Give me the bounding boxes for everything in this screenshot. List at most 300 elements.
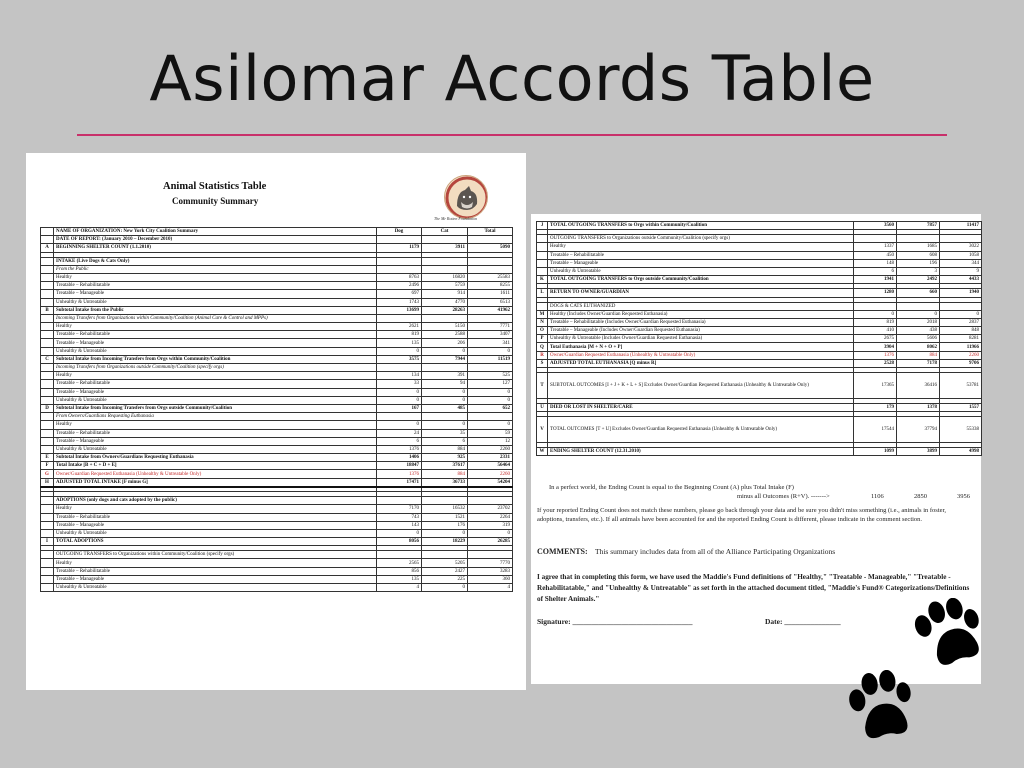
total-value: 59: [468, 429, 513, 437]
row-key: [41, 372, 54, 380]
dog-value: 1376: [377, 470, 422, 478]
cat-value: 1521: [422, 513, 468, 521]
table-row: [41, 244, 513, 252]
row-key: J: [537, 222, 548, 230]
row-key: Q: [537, 343, 548, 351]
slide-title: Asilomar Accords Table: [149, 42, 875, 115]
row-key: M: [537, 310, 548, 318]
total-value: 9: [940, 267, 982, 275]
table-row: [41, 347, 513, 355]
row-key: U: [537, 404, 548, 412]
doc-subtitle: Community Summary: [172, 196, 259, 206]
row-label: Incoming Transfers from Organizations within Community/Coalition (Animal Care & Control and MPPs): [54, 314, 377, 322]
dog-value: 1376: [377, 445, 422, 453]
row-key: [41, 429, 54, 437]
total-value: [940, 302, 982, 310]
animal-statistics-table-left: [40, 227, 513, 592]
row-label: Healthy: [54, 372, 377, 380]
cat-value: 206: [422, 339, 468, 347]
row-label: Unhealthy & Untreatable: [54, 584, 377, 592]
total-value: 341: [468, 339, 513, 347]
cat-value: 438: [897, 327, 940, 335]
row-label: Healthy (Includes Owner/Guardian Requested Euthanasia): [548, 310, 854, 318]
table-row: [41, 257, 513, 265]
cat-value: 884: [897, 351, 940, 359]
dog-value: 3560: [854, 222, 897, 230]
total-value: 26285: [468, 538, 513, 546]
dog-value: 6: [377, 437, 422, 445]
table-row: [537, 404, 982, 412]
cat-value: 36733: [422, 478, 468, 487]
dog-logo-icon: [444, 175, 488, 219]
dog-value: 1941: [854, 276, 897, 284]
cat-value: 485: [422, 404, 468, 412]
signature-line: Signature: ________________________________: [537, 617, 693, 626]
perfect-world-line1: In a perfect world, the Ending Count is equal to the Beginning Count (A) plus Total Intake (F): [549, 484, 794, 491]
cat-value: 0: [422, 396, 468, 404]
cat-value: 0: [897, 310, 940, 318]
row-label: Subtotal Intake from Incoming Transfers from Orgs within Community/Coalition: [54, 355, 377, 363]
comments-text: This summary includes data from all of the Alliance Participating Organizations: [595, 547, 836, 556]
table-row: [537, 335, 982, 343]
row-label: DATE OF REPORT: (January 2010 – December 2010): [54, 236, 377, 244]
table-row: [41, 437, 513, 445]
row-label: Treatable – Manageable: [54, 521, 377, 529]
row-key: [41, 323, 54, 331]
table-row: [537, 259, 982, 267]
table-row: [537, 417, 982, 443]
table-row: [41, 513, 513, 521]
perfect-world-line2: minus all Outcomes (R+V). ------->: [737, 493, 830, 500]
row-key: [41, 584, 54, 592]
cat-value: 2018: [897, 318, 940, 326]
row-label: Treatable – Manageable: [54, 290, 377, 298]
row-key: B: [41, 306, 54, 314]
table-row: [41, 497, 513, 505]
row-label: Incoming Transfers from Organizations outside Community/Coalition (specify orgs): [54, 364, 377, 372]
total-value: 2264: [468, 513, 513, 521]
dog-value: 8763: [377, 273, 422, 281]
row-label: BEGINNING SHELTER COUNT (1.1.2010): [54, 244, 377, 252]
dog-value: [377, 257, 422, 265]
row-key: R: [537, 351, 548, 359]
row-label: Total Intake [B + C + D + E]: [54, 462, 377, 470]
row-key: [537, 302, 548, 310]
dog-value: 0: [377, 396, 422, 404]
cat-value: 4770: [422, 298, 468, 306]
cat-value: 5150: [422, 323, 468, 331]
dog-value: 3904: [854, 343, 897, 351]
total-value: 53781: [940, 373, 982, 399]
row-label: Treatable – Rehabilitatable (Includes Owner/Guardian Requested Euthanasia): [548, 318, 854, 326]
row-label: Healthy: [54, 273, 377, 281]
table-row: [41, 380, 513, 388]
table-row: [41, 454, 513, 462]
ending-count-note: If your reported Ending Count does not match these numbers, please go back through your data and be sure you didn't miss something (i.e., animals in foster, adoptions, transfers, etc.). If all animals have been accounted for and the reported Ending Count is different, please indicate in the comment section.: [537, 507, 947, 523]
total-value: 41962: [468, 306, 513, 314]
total-value: [468, 413, 513, 421]
dog-value: 18847: [377, 462, 422, 470]
total-value: [468, 257, 513, 265]
total-value: 6513: [468, 298, 513, 306]
table-row: [41, 298, 513, 306]
total-value: 11966: [940, 343, 982, 351]
table-row: [41, 429, 513, 437]
row-label: Treatable – Manageable: [54, 339, 377, 347]
row-key: [41, 396, 54, 404]
row-key: [41, 575, 54, 583]
cat-value: 5606: [897, 335, 940, 343]
dog-value: 410: [854, 327, 897, 335]
paw-print-icon: [908, 598, 994, 676]
table-row: [41, 265, 513, 273]
row-key: K: [537, 276, 548, 284]
cat-value: 5205: [422, 559, 468, 567]
row-label: From the Public: [54, 265, 377, 273]
row-key: [41, 347, 54, 355]
row-label: Unhealthy & Untreatable: [54, 529, 377, 537]
row-label: Treatable – Rehabilitatable: [54, 567, 377, 575]
column-header-dog: Dog: [377, 228, 422, 236]
perfect-world-cat: 2850: [914, 493, 927, 500]
total-value: [468, 314, 513, 322]
dog-value: 1376: [854, 351, 897, 359]
cat-value: 94: [422, 380, 468, 388]
row-key: I: [41, 538, 54, 546]
dog-value: 0: [377, 421, 422, 429]
table-row: [41, 538, 513, 546]
row-key: [41, 445, 54, 453]
dog-value: 2528: [854, 359, 897, 367]
row-key: [537, 251, 548, 259]
table-row: [41, 413, 513, 421]
total-value: [468, 236, 513, 244]
row-label: TOTAL OUTGOING TRANSFERS to Orgs within Community/Coalition: [548, 222, 854, 230]
table-row: [537, 448, 982, 456]
row-key: [41, 314, 54, 322]
dog-value: 1743: [377, 298, 422, 306]
table-row: [537, 289, 982, 297]
row-key: P: [537, 335, 548, 343]
total-value: 8255: [468, 282, 513, 290]
row-label: ADJUSTED TOTAL INTAKE [F minus G]: [54, 478, 377, 487]
table-row: [41, 273, 513, 281]
table-row: [41, 462, 513, 470]
total-value: 23702: [468, 505, 513, 513]
row-key: N: [537, 318, 548, 326]
row-key: [41, 273, 54, 281]
dog-value: 179: [854, 404, 897, 412]
cat-value: 176: [422, 521, 468, 529]
cat-value: [422, 265, 468, 273]
total-value: 848: [940, 327, 982, 335]
total-value: [468, 551, 513, 559]
row-label: Unhealthy & Untreatable: [54, 347, 377, 355]
perfect-world-dog: 1106: [871, 493, 884, 500]
total-value: 7771: [468, 323, 513, 331]
row-label: ADOPTIONS (only dogs and cats adopted by the public): [54, 497, 377, 505]
total-value: 9706: [940, 359, 982, 367]
row-label: Owner/Guardian Requested Euthanasia (Unhealthy & Untreatable Only): [548, 351, 854, 359]
dog-value: [377, 265, 422, 273]
cat-value: [422, 364, 468, 372]
dog-value: 697: [377, 290, 422, 298]
row-key: W: [537, 448, 548, 456]
row-key: [41, 298, 54, 306]
dog-value: [377, 413, 422, 421]
table-row: [41, 470, 513, 478]
row-key: [41, 290, 54, 298]
dog-value: 2675: [854, 335, 897, 343]
dog-value: 0: [377, 529, 422, 537]
table-row: [41, 290, 513, 298]
logo-caption: The Mr Rotten Foundation: [434, 216, 477, 221]
row-label: Unhealthy & Untreatable: [54, 445, 377, 453]
column-header-total: Total: [468, 228, 513, 236]
row-label: Owner/Guardian Requested Euthanasia (Unhealthy & Untreatable Only): [54, 470, 377, 478]
table-row: [41, 396, 513, 404]
row-key: V: [537, 417, 548, 443]
row-key: [41, 505, 54, 513]
total-value: 0: [940, 310, 982, 318]
total-value: 3407: [468, 331, 513, 339]
total-value: 2331: [468, 454, 513, 462]
total-value: 4: [468, 584, 513, 592]
row-key: C: [41, 355, 54, 363]
row-label: TOTAL OUTGOING TRANSFERS to Orgs outside Community/Coalition: [548, 276, 854, 284]
row-key: [41, 282, 54, 290]
dog-value: 167: [377, 404, 422, 412]
row-key: [537, 243, 548, 251]
cat-value: 884: [422, 470, 468, 478]
total-value: [468, 497, 513, 505]
total-value: 1940: [940, 289, 982, 297]
table-row: [41, 505, 513, 513]
row-key: [41, 236, 54, 244]
cat-value: 660: [897, 289, 940, 297]
row-label: ENDING SHELTER COUNT (12.31.2010): [548, 448, 854, 456]
table-row: [41, 584, 513, 592]
total-value: 652: [468, 404, 513, 412]
dog-value: 0: [854, 310, 897, 318]
total-value: [468, 364, 513, 372]
row-label: Subtotal Intake from the Public: [54, 306, 377, 314]
cat-value: 7944: [422, 355, 468, 363]
cat-value: 1378: [897, 404, 940, 412]
row-label: TOTAL OUTCOMES [T + U] Excludes Owner/Guardian Requested Euthanasia (Unhealthy & Untreatable Only): [548, 417, 854, 443]
row-label: Treatable – Rehabilitatable: [54, 429, 377, 437]
row-label: Unhealthy & Untreatable (Includes Owner/Guardian Requested Euthanasia): [548, 335, 854, 343]
cat-value: 3899: [897, 448, 940, 456]
doc-title: Animal Statistics Table: [163, 181, 267, 192]
row-label: NAME OF ORGANIZATION: New York City Coalition Summary: [54, 228, 377, 236]
dog-value: 33: [377, 380, 422, 388]
total-value: 12: [468, 437, 513, 445]
row-key: G: [41, 470, 54, 478]
dog-value: 135: [377, 339, 422, 347]
row-label: Unhealthy & Untreatable: [548, 267, 854, 275]
dog-value: 17471: [377, 478, 422, 487]
agreement-statement: I agree that in completing this form, we have used the Maddie's Fund definitions of "Healthy," "Treatable - Manageable," "Treatable - Rehabilitatable," and "Unhealthy & Untreatable" as set forth in the attached document titled, "Maddie's Fund® Categorizations/Definitions of Shelter Animals.": [537, 573, 970, 603]
cat-value: 35: [422, 429, 468, 437]
row-key: [41, 413, 54, 421]
total-value: 3283: [468, 567, 513, 575]
cat-value: 0: [422, 347, 468, 355]
row-key: H: [41, 478, 54, 487]
row-label: Unhealthy & Untreatable: [54, 396, 377, 404]
table-row: [41, 559, 513, 567]
total-value: 8281: [940, 335, 982, 343]
left-document-page: [26, 153, 526, 690]
row-label: Treatable – Rehabilitatable: [54, 331, 377, 339]
row-label: Treatable – Rehabilitatable: [54, 380, 377, 388]
row-key: F: [41, 462, 54, 470]
row-label: INTAKE (Live Dogs & Cats Only): [54, 257, 377, 265]
total-value: 0: [468, 388, 513, 396]
dog-value: 17544: [854, 417, 897, 443]
dog-value: [377, 551, 422, 559]
cat-value: 0: [422, 529, 468, 537]
dog-value: 1406: [377, 454, 422, 462]
row-key: [41, 497, 54, 505]
paw-print-icon: [842, 670, 924, 746]
cat-value: [897, 302, 940, 310]
total-value: 0: [468, 396, 513, 404]
row-key: [41, 257, 54, 265]
cat-value: 36416: [897, 373, 940, 399]
cat-value: 28263: [422, 306, 468, 314]
total-value: 0: [468, 421, 513, 429]
total-value: 360: [468, 575, 513, 583]
dog-value: 134: [377, 372, 422, 380]
row-key: T: [537, 373, 548, 399]
total-value: 7770: [468, 559, 513, 567]
dog-value: 450: [854, 251, 897, 259]
row-label: Treatable – Manageable: [548, 259, 854, 267]
dog-value: 6: [854, 267, 897, 275]
row-label: Treatable – Rehabilitatable: [54, 513, 377, 521]
comments-label: COMMENTS:: [537, 547, 588, 556]
row-key: [41, 421, 54, 429]
cat-value: 18229: [422, 538, 468, 546]
row-label: OUTGOING TRANSFERS to Organizations outside Community/Coalition (specify orgs): [548, 235, 854, 243]
table-row: [41, 306, 513, 314]
row-label: Unhealthy & Untreatable: [54, 298, 377, 306]
total-value: 3022: [940, 243, 982, 251]
table-row: [537, 267, 982, 275]
row-label: OUTGOING TRANSFERS to Organizations within Community/Coalition (specify orgs): [54, 551, 377, 559]
title-underline: [77, 134, 947, 136]
cat-value: 1685: [897, 243, 940, 251]
table-row: [41, 282, 513, 290]
dog-value: 1337: [854, 243, 897, 251]
row-label: Treatable – Manageable (Includes Owner/Guardian Requested Euthanasia): [548, 327, 854, 335]
cat-value: 7857: [897, 222, 940, 230]
row-label: From Owners/Guardians Requesting Euthanasia: [54, 413, 377, 421]
total-value: 54204: [468, 478, 513, 487]
table-row: [537, 318, 982, 326]
table-row: [537, 351, 982, 359]
cat-value: [422, 413, 468, 421]
row-key: D: [41, 404, 54, 412]
row-key: [41, 388, 54, 396]
dog-value: 1280: [854, 289, 897, 297]
cat-value: [422, 236, 468, 244]
total-value: 55338: [940, 417, 982, 443]
row-label: Treatable – Rehabilitatable: [54, 282, 377, 290]
row-label: ADJUSTED TOTAL EUTHANASIA [Q minus R]: [548, 359, 854, 367]
row-label: TOTAL ADOPTIONS: [54, 538, 377, 546]
total-value: 344: [940, 259, 982, 267]
cat-value: 925: [422, 454, 468, 462]
row-key: [41, 339, 54, 347]
table-row: [41, 314, 513, 322]
perfect-world-total: 3956: [957, 493, 970, 500]
cat-value: 0: [422, 388, 468, 396]
date-line: Date: _______________: [765, 617, 841, 626]
table-row: [41, 236, 513, 244]
row-label: Healthy: [548, 243, 854, 251]
row-key: [41, 529, 54, 537]
dog-value: 2496: [377, 282, 422, 290]
table-header-row: [41, 228, 513, 236]
cat-value: 2492: [897, 276, 940, 284]
row-label: Healthy: [54, 421, 377, 429]
dog-value: [377, 236, 422, 244]
table-row: [41, 551, 513, 559]
row-label: Healthy: [54, 559, 377, 567]
cat-value: 391: [422, 372, 468, 380]
total-value: 2260: [468, 445, 513, 453]
row-key: O: [537, 327, 548, 335]
table-row: [41, 521, 513, 529]
row-key: [41, 521, 54, 529]
cat-value: [422, 551, 468, 559]
cat-value: 5759: [422, 282, 468, 290]
table-row: [537, 373, 982, 399]
cat-value: 37617: [422, 462, 468, 470]
total-value: 11519: [468, 355, 513, 363]
cat-value: 884: [422, 445, 468, 453]
dog-value: 0: [377, 347, 422, 355]
row-label: RETURN TO OWNER/GUARDIAN: [548, 289, 854, 297]
row-label: Treatable – Rehabilitatable: [548, 251, 854, 259]
dog-value: 148: [854, 259, 897, 267]
table-row: [537, 327, 982, 335]
cat-value: 16532: [422, 505, 468, 513]
cat-value: 914: [422, 290, 468, 298]
row-key: [41, 228, 54, 236]
cat-value: 37794: [897, 417, 940, 443]
dog-value: 1099: [854, 448, 897, 456]
cat-value: 225: [422, 575, 468, 583]
table-row: [41, 323, 513, 331]
row-label: DIED OR LOST IN SHELTER/CARE: [548, 404, 854, 412]
row-key: [537, 235, 548, 243]
total-value: [940, 235, 982, 243]
table-row: [537, 222, 982, 230]
total-value: [468, 265, 513, 273]
total-value: 5090: [468, 244, 513, 252]
cat-value: 196: [897, 259, 940, 267]
dog-value: 2565: [377, 559, 422, 567]
total-value: 4998: [940, 448, 982, 456]
row-key: A: [41, 244, 54, 252]
table-row: [41, 339, 513, 347]
dog-value: 4: [377, 584, 422, 592]
dog-value: 17365: [854, 373, 897, 399]
row-key: [41, 265, 54, 273]
